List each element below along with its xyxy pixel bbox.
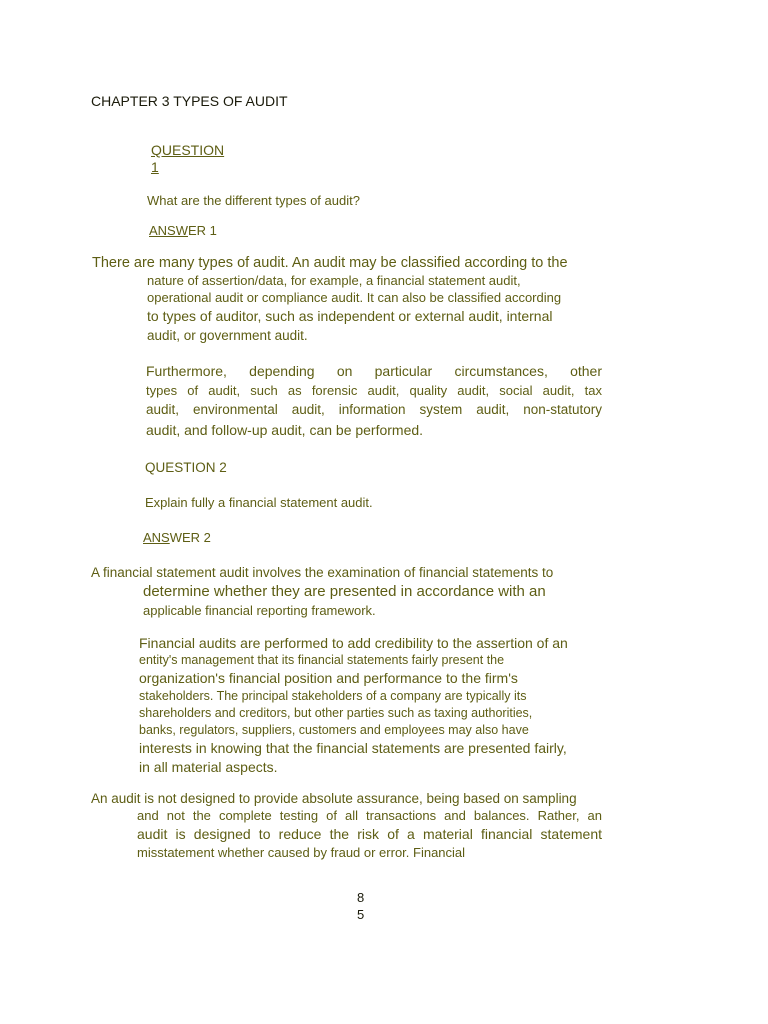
page-number-line-1: 8 xyxy=(357,890,365,905)
answer-1-para-2-line-1: Furthermore, depending on particular circumstances, other xyxy=(146,363,602,379)
answer-1-para-1-line-5: audit, or government audit. xyxy=(147,328,308,343)
answer-1-para-1-line-1: There are many types of audit. An audit may be classified according to the xyxy=(92,255,568,271)
answer-1-para-2-line-4: audit, and follow-up audit, can be performed. xyxy=(146,422,424,438)
answer-2-label-underlined: ANS xyxy=(143,530,170,545)
answer-1-para-1-line-2: nature of assertion/data, for example, a financial statement audit, xyxy=(147,273,521,288)
answer-1-label-rest: ER 1 xyxy=(188,223,217,238)
answer-1-para-2-line-2: types of audit, such as forensic audit, quality audit, social audit, tax xyxy=(146,383,602,398)
question-2-label: QUESTION 2 xyxy=(145,460,227,475)
answer-1-para-1-line-4: to types of auditor, such as independent or external audit, internal xyxy=(147,308,553,324)
question-2-text: Explain fully a financial statement audit. xyxy=(145,495,373,510)
chapter-title: CHAPTER 3 TYPES OF AUDIT xyxy=(91,93,288,109)
answer-1-label xyxy=(149,223,217,238)
answer-2-para-2-line-1: Financial audits are performed to add credibility to the assertion of an xyxy=(139,635,568,651)
answer-2-para-3-line-1: An audit is not designed to provide absolute assurance, being based on sampling xyxy=(91,791,577,806)
answer-1-para-1-line-3: operational audit or compliance audit. It can also be classified according xyxy=(147,290,562,305)
question-1-label: QUESTION xyxy=(151,142,225,158)
answer-2-para-1-line-1: A financial statement audit involves the examination of financial statements to xyxy=(91,565,554,580)
answer-2-para-1-line-3: applicable financial reporting framework. xyxy=(143,603,376,618)
answer-2-para-2-line-3: organization's financial position and performance to the firm's xyxy=(139,670,518,686)
page-number-line-2: 5 xyxy=(357,907,365,922)
answer-1-label-underlined: ANSW xyxy=(149,223,188,238)
answer-2-para-3-body xyxy=(137,808,602,863)
answer-1-para-2-line-3: audit, environmental audit, information system audit, non-statutory xyxy=(146,402,602,417)
answer-2-label xyxy=(143,530,211,545)
answer-2-para-3-line-2: and not the complete testing of all transactions and balances. Rather, an xyxy=(137,808,602,823)
answer-2-label-rest: WER 2 xyxy=(169,530,211,545)
answer-2-para-2-line-4: stakeholders. The principal stakeholders of a company are typically its xyxy=(139,689,527,703)
answer-2-para-3-line-3: audit is designed to reduce the risk of a material financial statement xyxy=(137,826,602,842)
answer-2-para-2-line-2: entity's management that its financial statements fairly present the xyxy=(139,653,505,667)
answer-2-para-3-line-4: misstatement whether caused by fraud or error. Financial xyxy=(137,845,466,860)
question-1-number: 1 xyxy=(151,159,159,175)
answer-2-para-2-line-7: interests in knowing that the financial statements are presented fairly, xyxy=(139,740,567,756)
answer-2-para-2-line-8: in all material aspects. xyxy=(139,759,278,775)
question-1-text: What are the different types of audit? xyxy=(147,193,360,208)
answer-2-para-2-line-6: banks, regulators, suppliers, customers and employees may also have xyxy=(139,723,529,737)
answer-2-para-1-line-2: determine whether they are presented in accordance with an xyxy=(143,583,546,600)
answer-1-para-2 xyxy=(146,363,602,442)
answer-2-para-2-line-5: shareholders and creditors, but other parties such as taxing authorities, xyxy=(139,706,533,720)
